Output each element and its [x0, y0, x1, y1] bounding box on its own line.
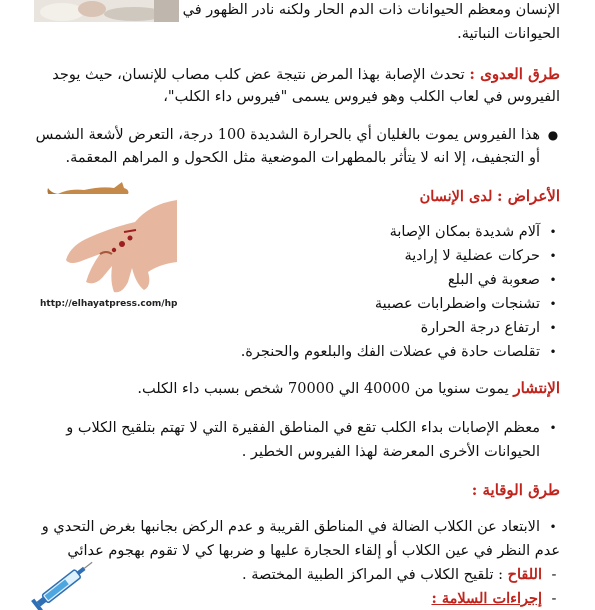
spread-heading: الإنتشار — [513, 379, 560, 397]
safety-item — [431, 589, 560, 609]
spread-bullet-text-1: معظم الإصابات بداء الكلب تقع في المناطق الفقيرة التي لا تهتم بتلقيح الكلاب و — [66, 420, 540, 436]
bullet-icon: • — [549, 421, 557, 435]
symptom-item — [421, 318, 560, 338]
symptom-item — [404, 246, 560, 266]
dash-icon: - — [551, 591, 557, 607]
bullet-icon: • — [549, 225, 557, 239]
transmission-paragraph — [52, 64, 560, 85]
symptom-item — [390, 222, 560, 242]
transmission-bullet — [36, 125, 560, 145]
symptom-item — [241, 342, 560, 362]
symptom-text: تشنجات واضطرابات عصبية — [374, 296, 540, 312]
vaccine-label: اللقاح — [507, 566, 542, 583]
transmission-text-1: تحدث الإصابة بهذا المرض نتيجة عض كلب مصاب للإنسان، حيث يوجد — [52, 67, 470, 83]
vaccine-item — [242, 565, 560, 585]
spread-paragraph — [137, 378, 560, 399]
bullet-icon: • — [549, 273, 557, 287]
image-source-caption: http://elhayatpress.com/hp — [40, 299, 178, 309]
transmission-bullet-text-1: هذا الفيروس يموت بالغليان أي بالحرارة الشديدة 100 درجة، التعرض لأشعة الشمس — [35, 127, 540, 143]
prevention-heading-text: طرق الوقاية : — [471, 481, 560, 499]
bullet-icon: • — [549, 321, 557, 335]
symptom-text: ارتفاع درجة الحرارة — [420, 320, 540, 336]
symptoms-heading-row — [420, 186, 560, 207]
symptom-item — [448, 270, 560, 290]
bullet-icon: ● — [547, 128, 559, 142]
prevention-heading — [472, 480, 560, 501]
symptoms-subheading: لدى الإنسان — [419, 188, 493, 205]
symptom-text: حركات عضلية لا إرادية — [404, 248, 540, 264]
dash-icon: - — [551, 567, 557, 583]
transmission-text-2: الفيروس في لعاب الكلب وهو فيروس يسمى "فيروس داء الكلب"، — [163, 89, 560, 105]
prevention-bullet — [42, 517, 560, 537]
safety-label: إجراءات السلامة : — [431, 590, 542, 607]
spread-bullet-text-2: الحيوانات الأخرى المعرضة لهذا الفيروس الخطير . — [241, 444, 540, 460]
intro-line-2: الحيوانات النباتية. — [457, 26, 560, 42]
bitten-hand-image — [40, 194, 177, 298]
transmission-bullet-text-2: أو التجفيف، إلا انه لا يتأثر بالمطهرات الموضعية مثل الكحول و المراهم المعقمة. — [65, 150, 540, 166]
animal-photo-top — [34, 0, 179, 22]
symptom-item — [375, 294, 560, 314]
intro-line-1: الإنسان ومعظم الحيوانات ذات الدم الحار ولكنه نادر الظهور في — [182, 2, 560, 18]
symptoms-heading: الأعراض : — [496, 187, 560, 205]
transmission-heading: طرق العدوى : — [469, 65, 560, 83]
spread-bullet — [66, 418, 560, 438]
bullet-icon: • — [549, 345, 557, 359]
prevention-bullet-text-2: عدم النظر في عين الكلاب أو إلقاء الحجارة عليها و ضربها كي لا تقوم بهجوم عدائي — [67, 543, 560, 559]
spread-text: يموت سنويا من 40000 الي 70000 شخص بسبب داء الكلب. — [137, 381, 514, 397]
syringe-image — [26, 560, 100, 610]
prevention-bullet-text-1: الابتعاد عن الكلاب الضالة في المناطق القريبة و عدم الركض بجانبها بغرض التحدي و — [41, 519, 540, 535]
symptom-text: صعوبة في البلع — [447, 272, 540, 288]
symptom-text: آلام شديدة بمكان الإصابة — [389, 224, 540, 240]
symptom-text: تقلصات حادة في عضلات الفك والبلعوم والحنجرة. — [240, 344, 540, 360]
vaccine-text: : تلقيح الكلاب في المراكز الطبية المختصة . — [242, 567, 508, 583]
bullet-icon: • — [549, 520, 557, 534]
bullet-icon: • — [549, 297, 557, 311]
bullet-icon: • — [549, 249, 557, 263]
